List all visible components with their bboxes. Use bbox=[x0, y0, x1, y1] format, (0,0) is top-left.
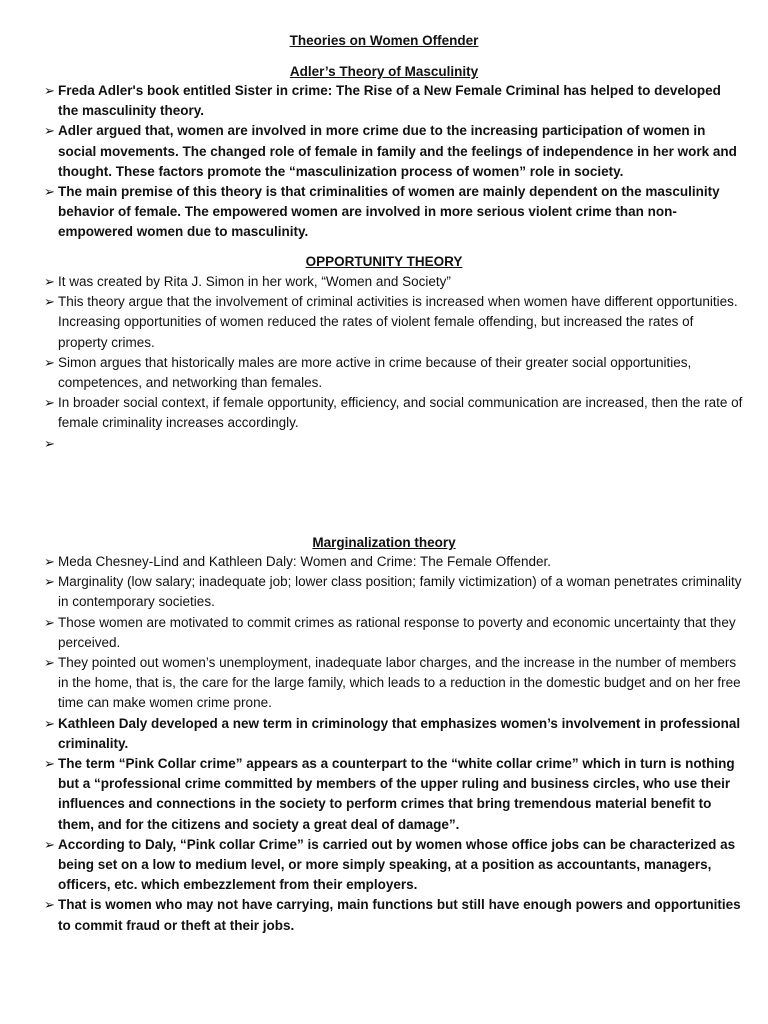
list-item: ➢ They pointed out women’s unemployment, inadequate labor charges, and the increase in the number of members in the home, that is, the care for the large family, which leads to a reduction in the domestic budget and on her free time can make women crime prone. bbox=[44, 655, 741, 711]
arrow-bullet-icon: ➢ bbox=[44, 836, 55, 852]
list-item: ➢ Adler argued that, women are involved in more crime due to the increasing participation of women in social movements. The changed role of female in family and the feelings of independence in her work and thought. These factors promote the “masculinization process of women” role in society. bbox=[44, 123, 737, 179]
arrow-bullet-icon: ➢ bbox=[44, 655, 55, 671]
section-heading-adler: Adler’s Theory of Masculinity bbox=[289, 64, 479, 79]
arrow-bullet-icon: ➢ bbox=[44, 83, 55, 98]
list-item: ➢ In broader social context, if female opportunity, efficiency, and social communication are increased, then the rate of female criminality increases accordingly. bbox=[44, 395, 743, 431]
arrow-bullet-icon: ➢ bbox=[44, 123, 55, 139]
arrow-bullet-icon: ➢ bbox=[44, 354, 55, 370]
arrow-bullet-icon: ➢ bbox=[44, 184, 55, 200]
list-item: ➢ Meda Chesney-Lind and Kathleen Daly: Women and Crime: The Female Offender. bbox=[44, 552, 744, 572]
arrow-bullet-icon: ➢ bbox=[44, 274, 55, 289]
arrow-bullet-icon: ➢ bbox=[44, 574, 55, 590]
opportunity-bullet-list bbox=[44, 272, 744, 454]
list-item: ➢ The term “Pink Collar crime” appears as a counterpart to the “white collar crime” which in turn is nothing but a “professional crime committed by members of the upper ruling and business circles, who use their influences and connections in the society to perform crimes that bring tremendous material benefit to them, and for the citizens and society a great deal of damage”. bbox=[44, 756, 735, 832]
document-title: Theories on Women Offender bbox=[289, 33, 479, 48]
list-item: ➢ Kathleen Daly developed a new term in criminology that emphasizes women’s involvement in professional criminality. bbox=[44, 715, 741, 751]
arrow-bullet-icon: ➢ bbox=[44, 294, 55, 310]
arrow-bullet-icon: ➢ bbox=[44, 395, 55, 411]
list-item: ➢ That is women who may not have carrying, main functions but still have enough powers and opportunities to commit fraud or theft at their jobs. bbox=[44, 897, 741, 933]
arrow-bullet-icon: ➢ bbox=[44, 435, 55, 451]
list-item: ➢ Simon argues that historically males are more active in crime because of their greater social opportunities, competences, and networking than females. bbox=[44, 354, 692, 391]
list-item: ➢ According to Daly, “Pink collar Crime” is carried out by women whose office jobs can be characterized as being set on a low to medium level, or more simply speaking, at a position as accountants, managers, officers, etc. which embezzlement from their employers. bbox=[44, 836, 736, 893]
list-item: ➢ This theory argue that the involvement of criminal activities is increased when women have different opportunities. Increasing opportunities of women reduced the rates of violent female offending, but increased the rates of property crimes. bbox=[44, 294, 738, 350]
arrow-bullet-icon: ➢ bbox=[44, 554, 55, 569]
list-item: ➢ It was created by Rita J. Simon in her work, “Women and Society” bbox=[44, 272, 744, 292]
marginalization-bullet-list bbox=[44, 552, 744, 936]
list-item: ➢ Marginality (low salary; inadequate job; lower class position; family victimization) of a woman penetrates criminality in contemporary societies. bbox=[44, 574, 742, 610]
list-item: ➢ Those women are motivated to commit crimes as rational response to poverty and economic uncertainty that they perceived. bbox=[44, 614, 736, 650]
list-item: ➢ Freda Adler's book entitled Sister in crime: The Rise of a New Female Criminal has helped to developed the masculinity theory. bbox=[44, 83, 721, 119]
list-item: ➢ The main premise of this theory is that criminalities of women are mainly dependent on the masculinity behavior of female. The empowered women are involved in more serious violent crime than non-empowered women due to masculinity. bbox=[44, 184, 720, 240]
arrow-bullet-icon: ➢ bbox=[44, 756, 55, 772]
arrow-bullet-icon: ➢ bbox=[44, 715, 55, 731]
list-item-empty bbox=[44, 434, 744, 454]
adler-bullet-list bbox=[44, 81, 744, 243]
arrow-bullet-icon: ➢ bbox=[44, 897, 55, 913]
section-heading-marginalization: Marginalization theory bbox=[312, 535, 456, 550]
arrow-bullet-icon: ➢ bbox=[44, 614, 55, 630]
section-heading-opportunity: OPPORTUNITY THEORY bbox=[305, 254, 463, 269]
